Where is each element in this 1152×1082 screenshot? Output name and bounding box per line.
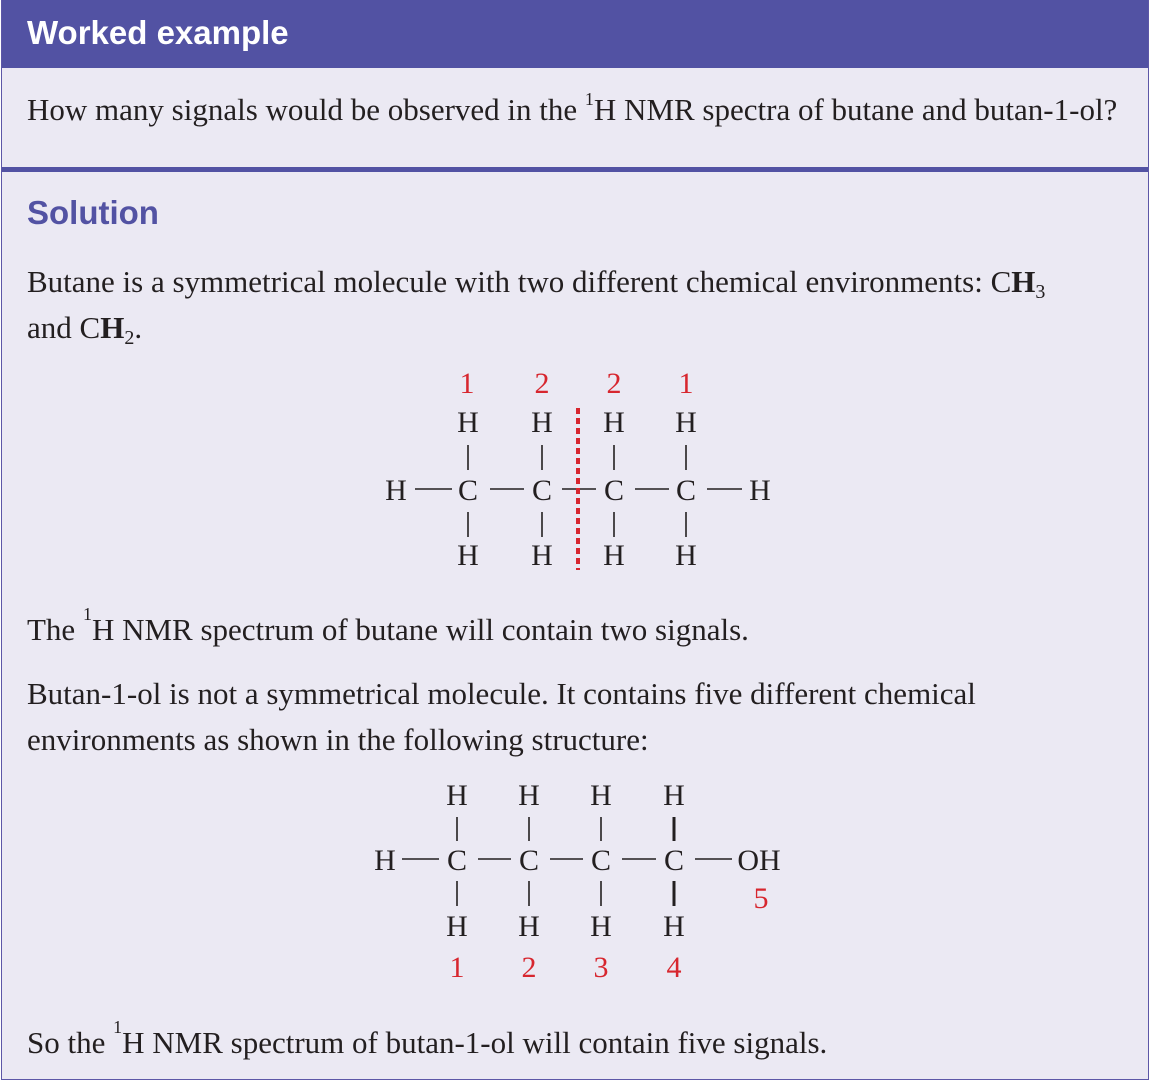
c-atom: C bbox=[603, 474, 625, 507]
env-label: 3 bbox=[593, 951, 609, 984]
h-atom: H bbox=[531, 406, 553, 439]
butanol-structure bbox=[2, 0, 1150, 1080]
env-label: 1 bbox=[459, 367, 475, 400]
h-atom: H bbox=[590, 910, 612, 943]
h-atom: H bbox=[675, 539, 697, 572]
c-atom: C bbox=[663, 844, 685, 877]
h-atom: H bbox=[663, 910, 685, 943]
butanol-intro-line1: Butan-1-ol is not a symmetrical molecule. It contains five different chemical bbox=[27, 676, 976, 711]
env-label: 4 bbox=[666, 951, 682, 984]
c-atom: C bbox=[531, 474, 553, 507]
header-title: Worked example bbox=[27, 14, 289, 51]
env-label: 2 bbox=[534, 367, 550, 400]
env-label: 1 bbox=[678, 367, 694, 400]
h-atom: H bbox=[531, 539, 553, 572]
h-atom: H bbox=[446, 910, 468, 943]
h-atom: H bbox=[385, 474, 407, 507]
butane-conclusion: The $^1$H NMR spectrum of butane will contain two signals. bbox=[27, 604, 749, 647]
h-atom: H bbox=[446, 779, 468, 812]
question-text: How many signals would be observed in the $^1$H NMR spectra of butane and butan-1-ol? bbox=[27, 89, 1118, 127]
c-atom: C bbox=[446, 844, 468, 877]
h-atom: H bbox=[603, 406, 625, 439]
h-atom: H bbox=[518, 779, 540, 812]
env-label: 1 bbox=[449, 951, 465, 984]
env-label: 2 bbox=[606, 367, 622, 400]
env-label: 5 bbox=[753, 882, 769, 915]
c-atom: C bbox=[590, 844, 612, 877]
worked-example-panel bbox=[1, 0, 1149, 1080]
h-atom: H bbox=[603, 539, 625, 572]
h-atom: H bbox=[374, 844, 396, 877]
c-atom: C bbox=[675, 474, 697, 507]
butane-intro-line1: Butane is a symmetrical molecule with two different chemical environments: $CH_3$ bbox=[27, 264, 1046, 303]
butanol-intro-line2: environments as shown in the following structure: bbox=[27, 722, 649, 757]
h-atom: H bbox=[457, 539, 479, 572]
c-atom: C bbox=[518, 844, 540, 877]
env-label: 2 bbox=[521, 951, 537, 984]
c-atom: C bbox=[457, 474, 479, 507]
butanol-conclusion: So the $^1$H NMR spectrum of butan-1-ol will contain five signals. bbox=[27, 1017, 828, 1060]
h-atom: H bbox=[749, 474, 771, 507]
h-atom: H bbox=[675, 406, 697, 439]
h-atom: H bbox=[590, 779, 612, 812]
h-atom: H bbox=[518, 910, 540, 943]
butane-intro-line2: and $CH_2$. bbox=[27, 310, 143, 349]
solution-heading: Solution bbox=[27, 194, 159, 231]
h-atom: H bbox=[457, 406, 479, 439]
h-atom: H bbox=[663, 779, 685, 812]
oh-group: OH bbox=[737, 844, 781, 877]
